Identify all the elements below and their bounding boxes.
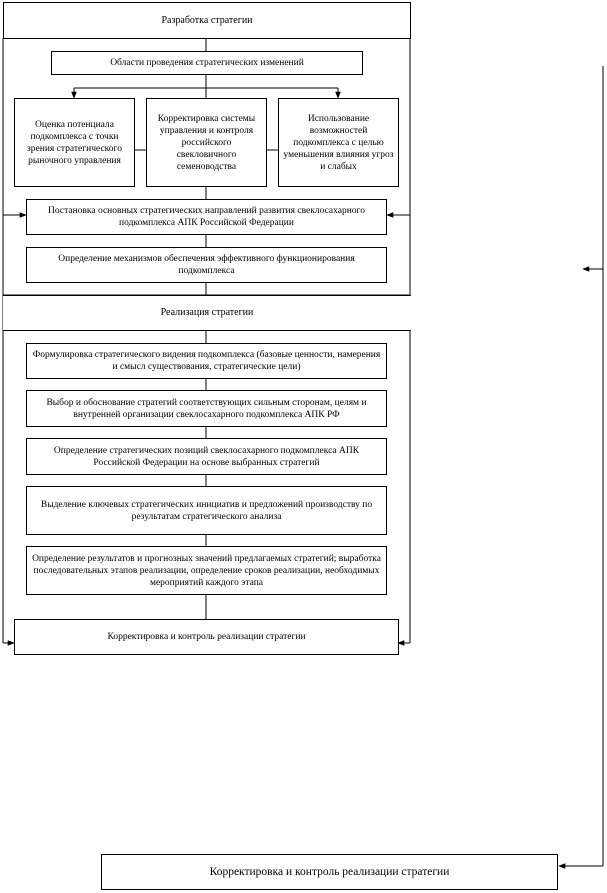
results-forecast-box: Определение результатов и прогнозных значений предлагаемых стратегий; выработка последовательных этапов реализации, определение сроков реализации, необходимых мероприятий каждого этапа: [26, 546, 387, 595]
management-correction-box: Корректировка системы управления и контроля российского свекловичного семеноводства: [146, 98, 267, 187]
change-areas-box: Области проведения стратегических изменений: [51, 51, 363, 75]
strategy-implementation-header: Реализация стратегии: [3, 295, 411, 331]
strategy-selection-box: Выбор и обоснование стратегий соответствующих сильным сторонам, целям и внутренней организации свеклосахарного подкомплекса АПК РФ: [26, 390, 387, 427]
mechanisms-box: Определение механизмов обеспечения эффективного функционирования подкомплекса: [26, 247, 387, 283]
strategic-vision-box: Формулировка стратегического видения подкомплекса (базовые ценности, намерения и смысл существования, стратегические цели): [26, 343, 387, 379]
strategy-development-header: Разработка стратегии: [3, 2, 411, 39]
potential-assessment-box: Оценка потенциала подкомплекса с точки зрения стратегического рыночного управления: [14, 98, 135, 187]
opportunities-use-box: Использование возможностей подкомплекса с целью уменьшения влияния угроз и слабых: [278, 98, 399, 187]
implementation-control-box: Корректировка и контроль реализации стратегии: [14, 619, 399, 655]
strategic-positions-box: Определение стратегических позиций свеклосахарного подкомплекса АПК Российской Федерации на основе выбранных стратегий: [26, 438, 387, 475]
strategic-directions-box: Постановка основных стратегических направлений развития свеклосахарного подкомплекса АПК Российской Федерации: [26, 199, 387, 235]
strategic-initiatives-box: Выделение ключевых стратегических инициатив и предложений производству по результатам стратегического анализа: [26, 486, 387, 535]
footer-control-box: Корректировка и контроль реализации стратегии: [101, 854, 558, 890]
